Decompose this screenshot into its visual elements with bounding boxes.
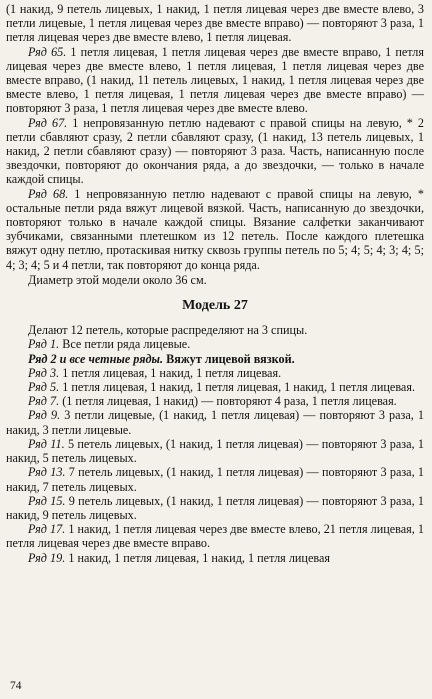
page-number: 74 (10, 679, 22, 692)
row-text: 1 накид, 1 петля лицевая через две вместе влево, 21 петля лицевая, 1 петля лицевая через две вместе вправо. (6, 522, 424, 551)
row-paragraph (6, 522, 424, 550)
row-label: Ряд 5. (28, 380, 60, 395)
row-label: Ряд 19. (28, 550, 66, 565)
model-intro: Делают 12 петель, которые распределяют на 3 спицы. (28, 323, 308, 338)
paragraph-row-65 (6, 45, 424, 116)
row-paragraph (6, 465, 424, 493)
row-label: Ряд 2 и все четные ряды. (28, 351, 164, 366)
row-text: 1 петля лицевая, 1 накид, 1 петля лицевая, 1 накид, 1 петля лицевая. (59, 380, 415, 395)
row-paragraph (6, 366, 424, 380)
model-heading: Модель 27 (182, 298, 248, 314)
row-text: 5 петель лицевых, (1 накид, 1 петля лицевая) — повторяют 3 раза, 1 накид, 5 петель лицевых. (6, 436, 424, 466)
row-paragraph (6, 337, 424, 351)
row-label: Ряд 68. (28, 186, 69, 201)
row-label: Ряд 17. (28, 522, 66, 537)
row-text: Все петли ряда лицевые. (59, 337, 191, 352)
model-rows (6, 337, 424, 564)
row-text: 1 петля лицевая, 1 петля лицевая через две вместе вправо, 1 петля лицевая через две вместе влево, 1 петля лицевая, 1 петля лицевая через две вместе вправо, (1 накид, 11 петель лицевых, 1 накид, 1 петля лицевая через две вместе влево, 1 петля лицевая, 1 петля лицевая через две вместе вправо) — повторяют 3 раза, 1 петля лицевая через две вместе влево. (6, 44, 424, 116)
row-text: (1 петля лицевая, 1 накид) — повторяют 4 раза, 1 петля лицевая. (59, 394, 397, 409)
row-text: 3 петли лицевые, (1 накид, 1 петля лицевая) — повторяют 3 раза, 1 накид, 3 петли лицевые. (6, 408, 424, 437)
row-text: 1 петля лицевая, 1 накид, 1 петля лицевая. (59, 365, 282, 380)
row-text: 1 непровязанную петлю надевают с правой спицы на левую, * остальные петли ряда вяжут лицевой вязкой. Часть, написанную до звездочки, повторяют только в начале каждой спицы. Вязание салфетки заканчивают зубчиками, связанными плетешком из 12 петель. После каждого плетешка вяжут одну петлю, протаскивая нитку сквозь группы петель по 5; 4; 5; 4; 3; 4; 5; 4; 3; 4; 5 и 4 петли, так повторяют до конца ряда. (6, 186, 424, 272)
paragraph-intro: (1 накид, 9 петель лицевых, 1 накид, 1 петля лицевая через две вместе влево, 3 петли лицевые, 1 петля лицевая через две вместе вправо) — повторяют 3 раза, 1 петля лицевая через две вместе влево, 1 петля лицевая. (6, 2, 424, 45)
row-text: 7 петель лицевых, (1 накид, 1 петля лицевая) — повторяют 3 раза, 1 накид, 7 петель лицевых. (6, 465, 424, 494)
row-label: Ряд 65. (28, 44, 67, 59)
paragraph-row-67 (6, 116, 424, 187)
row-label: Ряд 15. (28, 493, 66, 508)
row-label: Ряд 1. (28, 337, 60, 352)
row-text: Вяжут лицевой вязкой. (163, 351, 295, 366)
paragraph-row-68 (6, 187, 424, 272)
row-label: Ряд 9. (28, 408, 61, 423)
row-paragraph (6, 551, 424, 565)
row-paragraph (6, 352, 424, 366)
row-paragraph (6, 437, 424, 465)
row-text: 1 накид, 1 петля лицевая, 1 накид, 1 петля лицевая (65, 550, 330, 565)
row-paragraph (6, 380, 424, 394)
row-paragraph (6, 394, 424, 408)
row-paragraph (6, 408, 424, 436)
row-text: 1 непровязанную петлю надевают с правой спицы на левую, * 2 петли сбавляют сразу, 2 петли сбавляют сразу, (1 накид, 13 петель лицевых, 1 накид, 2 петли сбавляют сразу) — повторяют 3 раза. Часть, написанную после звездочки, повторяют до окончания ряда, а до звездочки, — только в начале каждой спицы. (6, 115, 424, 187)
row-label: Ряд 7. (28, 394, 60, 409)
row-label: Ряд 67. (28, 115, 68, 130)
row-label: Ряд 13. (28, 465, 66, 480)
diameter-note: Диаметр этой модели около 36 см. (28, 272, 207, 287)
row-text: 9 петель лицевых, (1 накид, 1 петля лицевая) — повторяют 3 раза, 1 накид, 9 петель лицевых. (6, 493, 424, 522)
row-label: Ряд 11. (28, 436, 65, 451)
row-label: Ряд 3. (28, 365, 60, 380)
row-paragraph (6, 494, 424, 522)
